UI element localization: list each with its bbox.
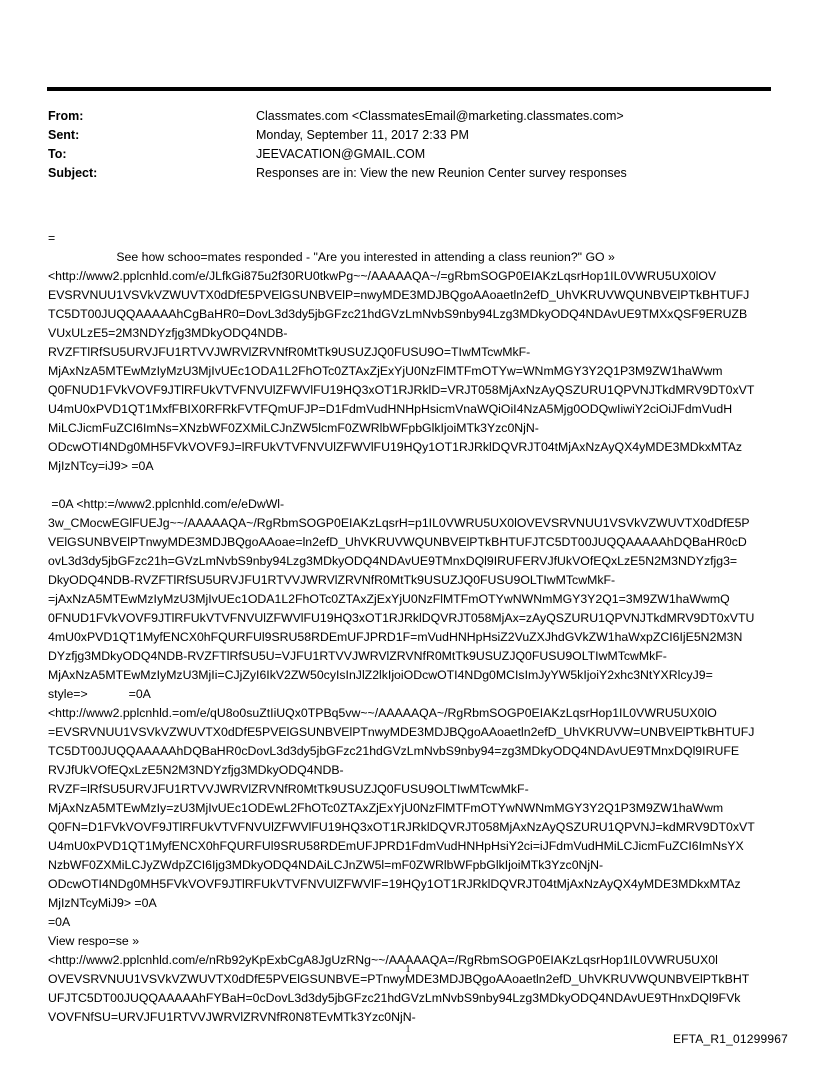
body-line: 0FNUD1FVkVOVF9JTlRFUkVTVFNVUlZFWVlFU19HQ3xOT1RJRklDQVRJT058MjAx=zAyQSZURU1QPVNJTkdMRV9DT0xVTU [48, 611, 755, 625]
body-line: <http://www2.pplcnhld.com/e/nRb92yKpExbCgA8JgUzRNg~~/AAAAAQA=/RgRbmSOGP0EIAKzLqsrHop1IL0VWRU5UX0l [48, 953, 718, 967]
body-line: MjIzNTcy=iJ9> =0A [48, 459, 154, 473]
body-line: VElGSUNBVElPTnwyMDE3MDJBQgoAAoae=ln2efD_UhVKRUVWQUNBVElPTkBHTUFJTC5DT00JUQQAAAAAhDQBaHR0cD [48, 535, 747, 549]
body-line: VUxULzE5=2M3NDYzfjg3MDkyODQ4NDB- [48, 326, 288, 340]
body-line [48, 476, 772, 495]
body-line: <http://www2.pplcnhld.=om/e/qU8o0suZtIiUQx0TPBq5vw~~/AAAAAQA~/RgRbmSOGP0EIAKzLqsrHop1IL0VWRU5UX0lO [48, 706, 717, 720]
body-line: OVEVSRVNUU1VSVkVZWUVTX0dDfE5PVElGSUNBVE=PTnwyMDE3MDJBQgoAAoaetln2efD_UhVKRUVWQUNBVElPTkBHT [48, 972, 750, 986]
body-line: MjIzNTcyMiJ9> =0A [48, 896, 157, 910]
body-line: 3w_CMocwEGlFUEJg~~/AAAAAQA~/RgRbmSOGP0EIAKzLqsrH=p1IL0VWRU5UX0lOVEVSRVNUU1VSVkVZWUVTX0dDfE5P [48, 516, 750, 530]
body-line: UFJTC5DT00JUQQAAAAAhFYBaH=0cDovL3d3dy5jbGFzc21hdGVzLmNvbS9nby94Lzg3MDkyODQ4NDAvUE9THnxDQl9FVk [48, 991, 741, 1005]
body-line: See how schoo=mates responded - "Are you interested in attending a class reunion?" GO » [48, 250, 615, 264]
body-line: RVZF=lRfSU5URVJFU1RTVVJWRVlZRVNfR0MtTk9USUZJQ0FUSU9OLTIwMTcwMkF- [48, 782, 529, 796]
body-line: ovL3d3dy5jbGFzc21h=GVzLmNvbS9nby94Lzg3MDkyODQ4NDAvUE9TMnxDQl9IRUFERVJfUkVOfEQxLzE5N2M3NDYzfjg3= [48, 554, 738, 568]
body-line: =0A <http:=/www2.pplcnhld.com/e/eDwWl- [48, 497, 285, 511]
sent-label: Sent: [48, 128, 80, 142]
body-line: RVJfUkVOfEQxLzE5N2M3NDYzfjg3MDkyODQ4NDB- [48, 763, 344, 777]
to-row [48, 145, 768, 164]
body-line: <http://www2.pplcnhld.com/e/JLfkGi875u2f30RU0tkwPg~~/AAAAAQA~/=gRbmSOGP0EIAKzLqsrHop1IL0VWRU5UX0lOV [48, 269, 717, 283]
email-header [48, 107, 768, 183]
bates-number: EFTA_R1_01299967 [672, 1032, 788, 1046]
body-line: DYzfjg3MDkyODQ4NDB-RVZFTlRfSU5U=VJFU1RTVVJWRVlZRVNfR0MtTk9USUZJQ0FUSU9OLTIwMTcwMkF- [48, 649, 667, 663]
body-line: MjAxNzA5MTEwMzIyMzU3MjIvUEc1ODA1L2FhOTc0ZTAxZjExYjU0NzFlMTFmOTYw=WNmMGY3Y2Q1P3M9ZW1haWwm [48, 364, 723, 378]
header-rule [47, 87, 771, 91]
body-line: =EVSRVNUU1VSVkVZWUVTX0dDfE5PVElGSUNBVElPTnwyMDE3MDJBQgoAAoaetln2efD_UhVKRUVW=UNBVElPTkBHTUFJ [48, 725, 755, 739]
from-row [48, 107, 768, 126]
subject-label: Subject: [48, 166, 98, 180]
body-line: 4mU0xPVD1QT1MyfENCX0hFQURFUl9SRU58RDEmUFJPRD1F=mVudHNHpHsiZ2VuZXJhdGVkZW1haWxpZCI6IjE5N2M3N [48, 630, 743, 644]
body-line: = [48, 231, 56, 245]
from-value: Classmates.com <ClassmatesEmail@marketing.classmates.com> [256, 109, 624, 123]
sent-value: Monday, September 11, 2017 2:33 PM [256, 128, 469, 142]
body-line: Q0FNUD1FVkVOVF9JTlRFUkVTVFNVUlZFWVlFU19HQ3xOT1RJRklD=VRJT058MjAxNzAyQSZURU1QPVNJTkdMRV9DT0xVT [48, 383, 755, 397]
body-line: VOVFNfSU=URVJFU1RTVVJWRVlZRVNfR0N8TEvMTk3Yzc0NjN- [48, 1010, 416, 1024]
subject-row [48, 164, 768, 183]
to-label: To: [48, 147, 67, 161]
body-line: MiLCJicmFuZCI6ImNs=XNzbWF0ZXMiLCJnZW5lcmF0ZWRlbWFpbGlkIjoiMTk3Yzc0NjN- [48, 421, 539, 435]
body-line: style=> =0A [48, 687, 151, 701]
body-line: U4mU0xPVD1QT1MyfENCX0hFQURFUl9SRU58RDEmUFJPRD1FdmVudHNHpHsiY2ci=iJFdmVudHMiLCJicmFuZCI6ImNsYX [48, 839, 744, 853]
body-line: DkyODQ4NDB-RVZFTlRfSU5URVJFU1RTVVJWRVlZRVNfR0MtTk9USUZJQ0FUSU9OLTIwMTcwMkF- [48, 573, 616, 587]
body-line: U4mU0xPVD1QT1MxfFBIX0RFRkFVTFQmUFJP=D1FdmVudHNHpHsicmVnaWQiOiI4NzA5Mjg0ODQwIiwiY2ciOiJFdmVudH [48, 402, 733, 416]
to-value: JEEVACATION@GMAIL.COM [256, 147, 426, 161]
body-line: NzbWF0ZXMiLCJyZWdpZCI6Ijg3MDkyODQ4NDAiLCJnZW5l=mF0ZWRlbWFpbGlkIjoiMTk3Yzc0NjN- [48, 858, 604, 872]
body-line: TC5DT00JUQQAAAAAhDQBaHR0cDovL3d3dy5jbGFzc21hdGVzLmNvbS9nby94=zg3MDkyODQ4NDAvUE9TMnxDQl9IRUFE [48, 744, 740, 758]
body-line: ODcwOTI4NDg0MH5FVkVOVF9JTlRFUkVTVFNVUlZFWVlF=19HQy1OT1RJRklDQVRJT04tMjAxNzAyQX4yMDE3MDkxMTAz [48, 877, 741, 891]
email-body [48, 229, 772, 1027]
body-line: Q0FN=D1FVkVOVF9JTlRFUkVTVFNVUlZFWVlFU19HQ3xOT1RJRklDQVRJT058MjAxNzAyQSZURU1QPVNJ=kdMRV9DT0xVT [48, 820, 755, 834]
body-line: =jAxNzA5MTEwMzIyMzU3MjIvUEc1ODA1L2FhOTc0ZTAxZjExYjU0NzFlMTFmOTYwNWNmMGY3Y2Q1=3M9ZW1haWwmQ [48, 592, 730, 606]
from-label: From: [48, 109, 84, 123]
sent-row [48, 126, 768, 145]
body-line: RVZFTlRfSU5URVJFU1RTVVJWRVlZRVNfR0MtTk9USUZJQ0FUSU9O=TIwMTcwMkF- [48, 345, 531, 359]
body-line: View respo=se » [48, 934, 140, 948]
body-line: MjAxNzA5MTEwMzIy=zU3MjIvUEc1ODEwL2FhOTc0ZTAxZjExYjU0NzFlMTFmOTYwNWNmMGY3Y2Q1P3M9ZW1haWwm [48, 801, 724, 815]
page-number: 1 [405, 964, 411, 975]
body-line: TC5DT00JUQQAAAAAhCgBaHR0=DovL3d3dy5jbGFzc21hdGVzLmNvbS9nby94Lzg3MDkyODQ4NDAvUE9TMXxQSF9ERUZB [48, 307, 748, 321]
body-line: ODcwOTI4NDg0MH5FVkVOVF9J=lRFUkVTVFNVUlZFWVlFU19HQy1OT1RJRklDQVRJT04tMjAxNzAyQX4yMDE3MDkxMTAz [48, 440, 743, 454]
body-line: =0A [48, 915, 71, 929]
body-line: MjAxNzA5MTEwMzIyMzU3MjIi=CJjZyI6IkV2ZW50cyIsInJlZ2lkIjoiODcwOTI4NDg0MCIsImJyYW5kIjoiY2xhc3NtYXRlcyJ9= [48, 668, 713, 682]
subject-value: Responses are in: View the new Reunion Center survey responses [256, 166, 627, 180]
body-line: EVSRVNUU1VSVkVZWUVTX0dDfE5PVElGSUNBVElP=nwyMDE3MDJBQgoAAoaetln2efD_UhVKRUVWQUNBVElPTkBHTUFJ [48, 288, 750, 302]
